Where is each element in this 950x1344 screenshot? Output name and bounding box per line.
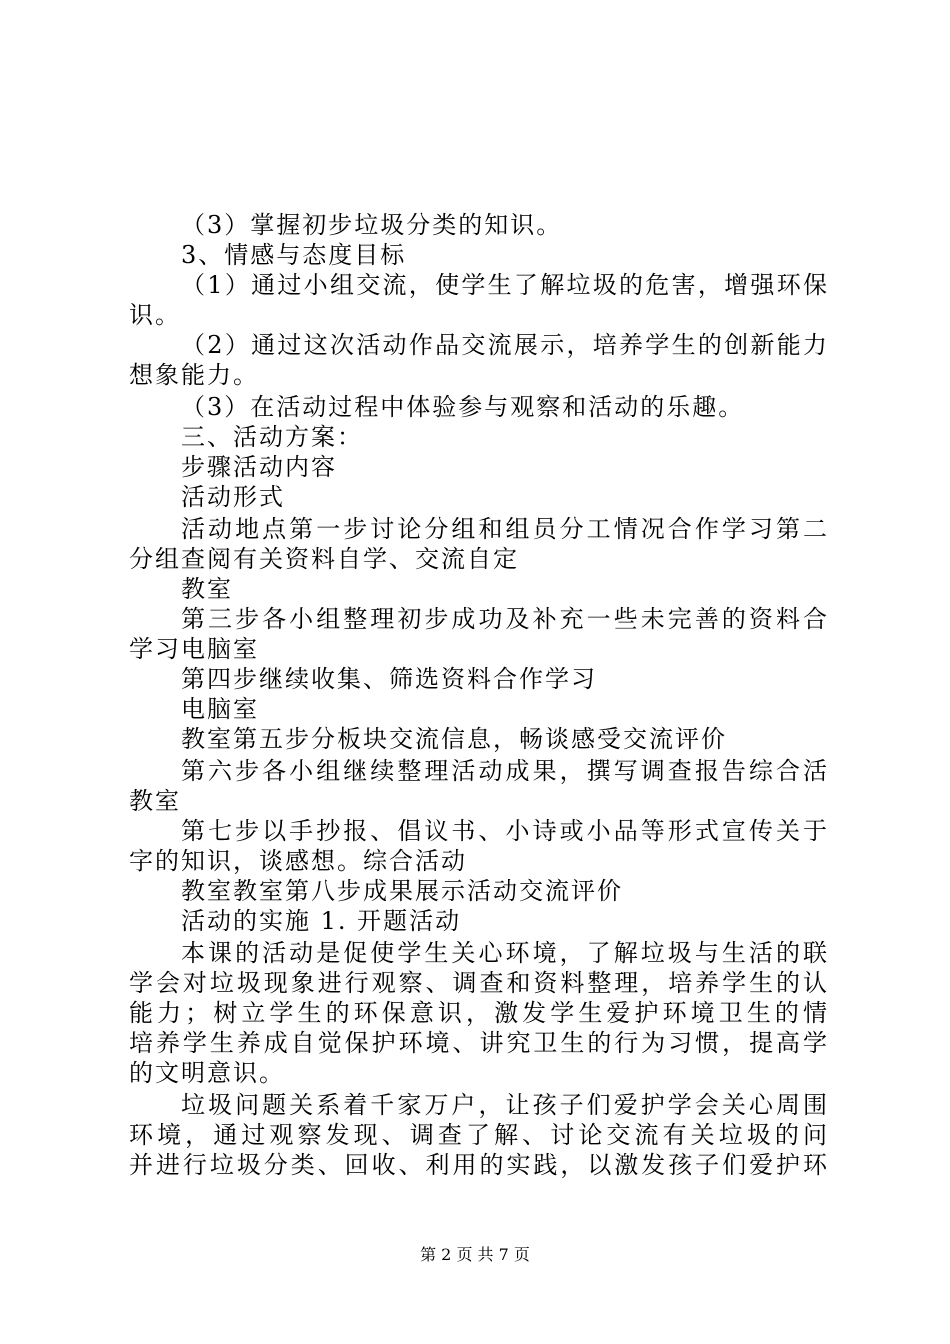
text-line: 识。 [129, 301, 181, 329]
text-line: 教室教室第八步成果展示活动交流评价 [181, 877, 623, 905]
text-line: 的文明意识。 [129, 1059, 285, 1087]
text-line: 第六步各小组继续整理活动成果，撰写调查报告综合活 [181, 757, 829, 785]
text-line: 第四步继续收集、筛选资料合作学习 [181, 665, 597, 693]
section-heading: 三、活动方案： [181, 423, 363, 451]
text-line: 并进行垃圾分类、回收、利用的实践，以激发孩子们爱护环 [129, 1151, 829, 1179]
text-line: 本课的活动是促使学生关心环境，了解垃圾与生活的联 [181, 939, 829, 967]
text-line: （2）通过这次活动作品交流展示，培养学生的创新能力 [181, 331, 829, 359]
text-line: 教室 [129, 787, 181, 815]
text-line: 培养学生养成自觉保护环境、讲究卫生的行为习惯，提高学 [129, 1029, 829, 1057]
text-line: 教室第五步分板块交流信息，畅谈感受交流评价 [181, 725, 727, 753]
text-line: 垃圾问题关系着千家万户，让孩子们爱护学会关心周围 [181, 1091, 829, 1119]
text-line: 能力；树立学生的环保意识，激发学生爱护环境卫生的情 [129, 999, 829, 1027]
text-line: 学习电脑室 [129, 635, 259, 663]
text-line: （3）在活动过程中体验参与观察和活动的乐趣。 [181, 393, 745, 421]
text-line: 活动地点第一步讨论分组和组员分工情况合作学习第二 [181, 515, 829, 543]
text-line: 步骤活动内容 [181, 453, 337, 481]
text-line: 教室 [181, 575, 233, 603]
text-line: 学会对垃圾现象进行观察、调查和资料整理，培养学生的认 [129, 969, 829, 997]
text-line: 环境，通过观察发现、调查了解、讨论交流有关垃圾的问 [129, 1121, 829, 1149]
page-footer: 第 2 页 共 7 页 [420, 1245, 530, 1264]
text-line: 活动的实施 1. 开题活动 [181, 907, 462, 935]
text-line: 活动形式 [181, 483, 285, 511]
text-line: 第三步各小组整理初步成功及补充一些未完善的资料合 [181, 605, 829, 633]
section-heading: 3、情感与态度目标 [181, 241, 407, 269]
text-line: （3）掌握初步垃圾分类的知识。 [181, 211, 563, 239]
text-line: 想象能力。 [129, 361, 259, 389]
text-line: 电脑室 [181, 695, 259, 723]
text-line: （1）通过小组交流，使学生了解垃圾的危害，增强环保 [181, 271, 829, 299]
text-line: 第七步以手抄报、倡议书、小诗或小品等形式宣传关于 [181, 817, 829, 845]
text-line: 分组查阅有关资料自学、交流自定 [129, 545, 519, 573]
text-line: 字的知识，谈感想。综合活动 [129, 847, 467, 875]
